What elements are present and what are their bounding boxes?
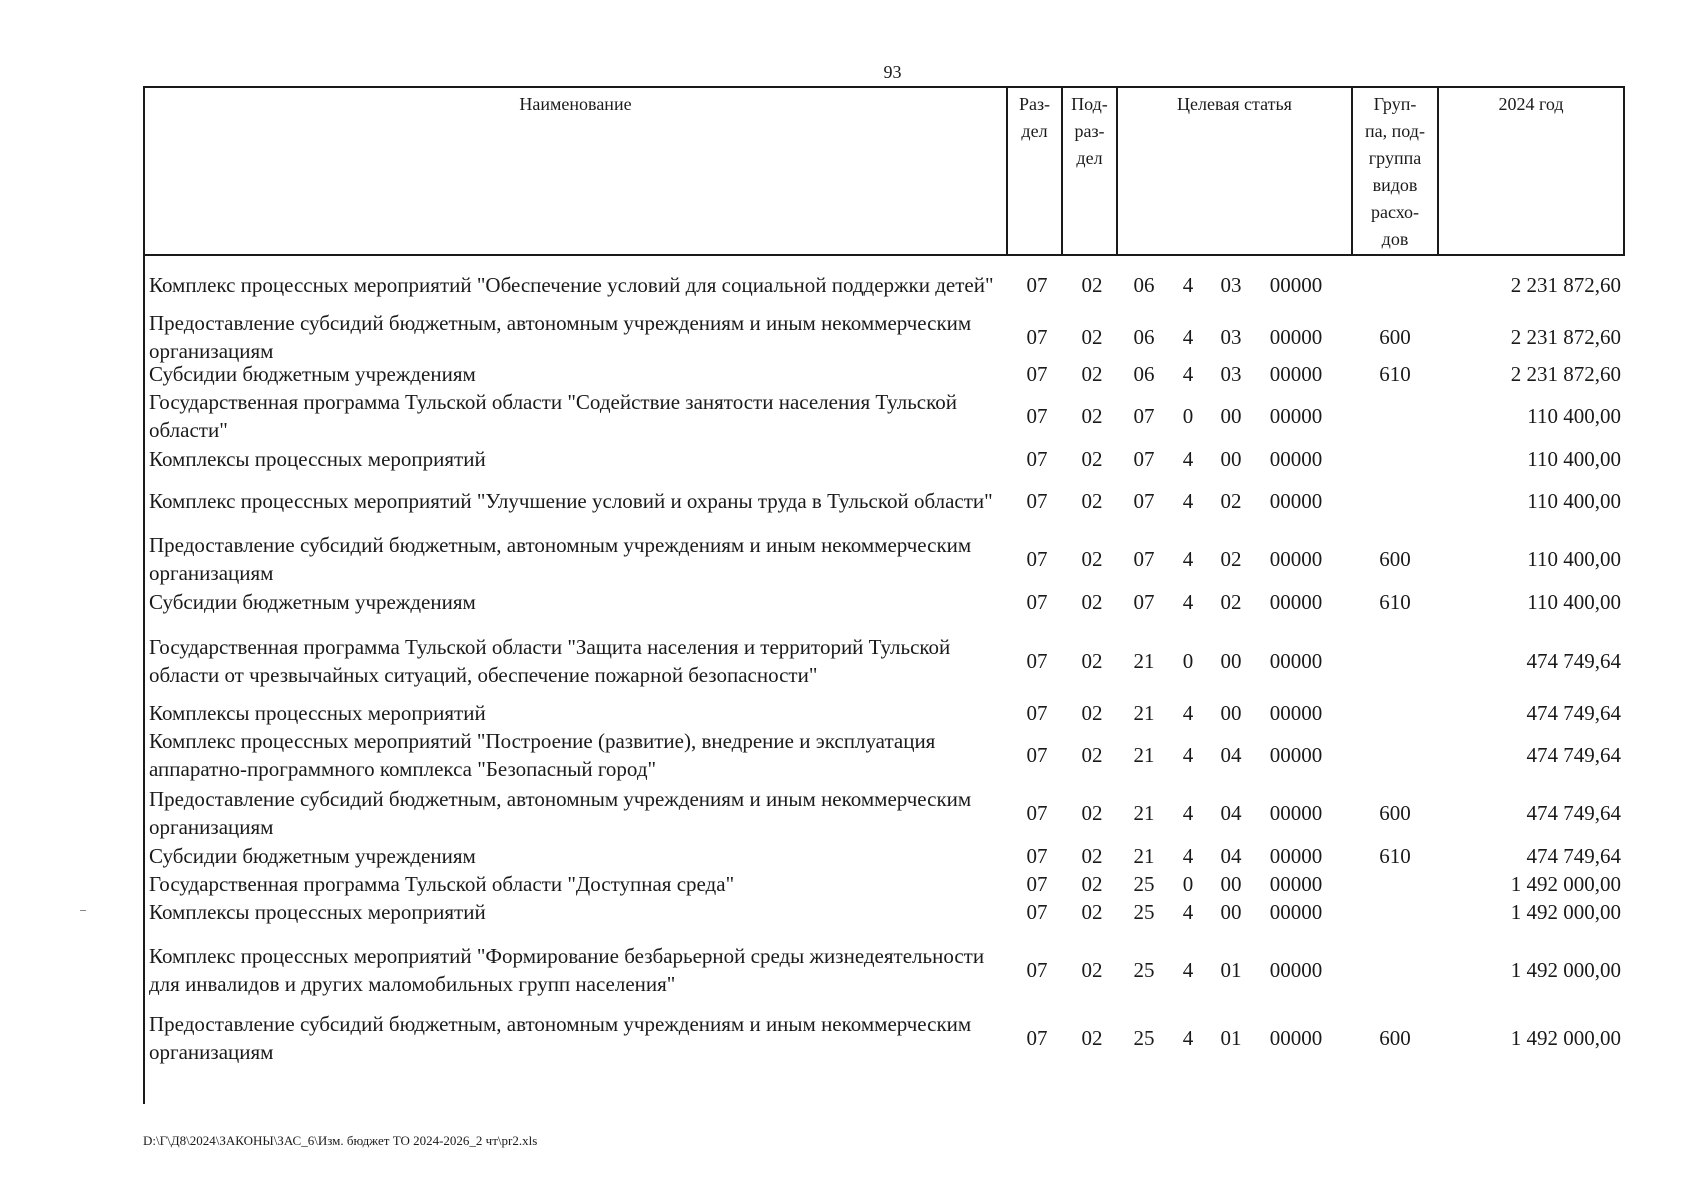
row-t4: 00000 — [1269, 325, 1323, 349]
row-podrazdel: 02 — [1081, 844, 1103, 868]
row-amount: 110 400,00 — [1527, 489, 1621, 513]
row-razdel: 07 — [1026, 844, 1048, 868]
table-header — [143, 86, 1625, 256]
row-t1: 07 — [1133, 489, 1155, 513]
header-year: 2024 год — [1498, 94, 1564, 114]
row-t4: 00000 — [1269, 900, 1323, 924]
row-t3: 00 — [1220, 872, 1242, 896]
row-razdel: 07 — [1026, 325, 1048, 349]
row-podrazdel: 02 — [1081, 743, 1103, 767]
table-row — [143, 588, 1625, 615]
row-t1: 07 — [1133, 404, 1155, 428]
row-razdel: 07 — [1026, 801, 1048, 825]
row-razdel: 07 — [1026, 1026, 1048, 1050]
row-t1: 25 — [1133, 958, 1155, 982]
row-t2: 4 — [1182, 361, 1194, 386]
row-t3: 02 — [1220, 489, 1242, 513]
row-amount: 1 492 000,00 — [1510, 1026, 1621, 1050]
row-amount: 1 492 000,00 — [1510, 958, 1621, 982]
row-t2: 4 — [1182, 958, 1194, 982]
row-razdel: 07 — [1026, 361, 1048, 386]
row-t4: 00000 — [1269, 872, 1323, 896]
table-row — [143, 311, 1625, 363]
row-t2: 4 — [1182, 801, 1194, 825]
row-razdel: 07 — [1026, 273, 1048, 297]
row-amount: 474 749,64 — [1526, 648, 1621, 673]
row-group: 610 — [1379, 844, 1411, 868]
row-t3: 03 — [1220, 273, 1242, 297]
row-t4: 00000 — [1269, 404, 1323, 428]
table-row — [143, 870, 1625, 898]
row-t1: 21 — [1133, 648, 1155, 673]
row-t3: 00 — [1220, 446, 1242, 471]
table-row — [143, 842, 1625, 870]
row-t4: 00000 — [1269, 273, 1323, 297]
row-t3: 03 — [1220, 361, 1242, 386]
row-t2: 4 — [1182, 844, 1194, 868]
row-t3: 00 — [1220, 404, 1242, 428]
row-name: Субсидии бюджетным учреждениям — [149, 589, 476, 614]
row-t4: 00000 — [1269, 589, 1323, 614]
row-t4: 00000 — [1269, 1026, 1323, 1050]
row-razdel: 07 — [1026, 547, 1048, 571]
row-group: 610 — [1379, 361, 1411, 386]
row-razdel: 07 — [1026, 958, 1048, 982]
row-t2: 4 — [1182, 547, 1194, 571]
row-t1: 21 — [1133, 844, 1155, 868]
row-t4: 00000 — [1269, 844, 1323, 868]
row-t3: 01 — [1220, 1026, 1242, 1050]
row-podrazdel: 02 — [1081, 589, 1103, 614]
row-name: Государственная программа Тульской области "Защита населения и территорий Тульской области от чрезвычайных ситуаций, обеспечение пожарной безопасности" — [149, 634, 951, 687]
row-podrazdel: 02 — [1081, 273, 1103, 297]
row-podrazdel: 02 — [1081, 900, 1103, 924]
table-row — [143, 256, 1625, 314]
row-t4: 00000 — [1269, 700, 1323, 725]
row-podrazdel: 02 — [1081, 801, 1103, 825]
row-razdel: 07 — [1026, 743, 1048, 767]
row-razdel: 07 — [1026, 648, 1048, 673]
row-amount: 474 749,64 — [1526, 700, 1621, 725]
row-name: Комплексы процессных мероприятий — [149, 700, 486, 725]
row-t3: 00 — [1220, 900, 1242, 924]
row-podrazdel: 02 — [1081, 446, 1103, 471]
table-row — [143, 472, 1625, 530]
table-row — [143, 530, 1625, 588]
row-t4: 00000 — [1269, 446, 1323, 471]
row-t2: 4 — [1182, 900, 1194, 924]
row-t2: 4 — [1182, 743, 1194, 767]
row-t3: 00 — [1220, 700, 1242, 725]
row-t3: 04 — [1220, 743, 1242, 767]
row-group: 600 — [1379, 547, 1411, 571]
row-t2: 4 — [1182, 700, 1194, 725]
row-t1: 07 — [1133, 589, 1155, 614]
table-row — [143, 898, 1625, 926]
row-t1: 06 — [1133, 325, 1155, 349]
row-name: Государственная программа Тульской области "Содействие занятости населения Тульской области" — [149, 390, 957, 442]
header-razdel: Раз- дел — [1008, 88, 1063, 254]
row-t3: 04 — [1220, 844, 1242, 868]
table-row — [143, 387, 1625, 445]
row-name: Предоставление субсидий бюджетным, автономным учреждениям и иным некоммерческим организациям — [149, 1012, 972, 1064]
row-podrazdel: 02 — [1081, 547, 1103, 571]
row-podrazdel: 02 — [1081, 648, 1103, 673]
row-amount: 2 231 872,60 — [1510, 273, 1621, 297]
row-t1: 21 — [1133, 801, 1155, 825]
row-amount: 1 492 000,00 — [1510, 872, 1621, 896]
row-podrazdel: 02 — [1081, 872, 1103, 896]
row-t1: 07 — [1133, 547, 1155, 571]
row-razdel: 07 — [1026, 872, 1048, 896]
row-podrazdel: 02 — [1081, 1026, 1103, 1050]
row-t3: 00 — [1220, 648, 1242, 673]
row-amount: 110 400,00 — [1527, 547, 1621, 571]
row-podrazdel: 02 — [1081, 361, 1103, 386]
row-name: Предоставление субсидий бюджетным, автономным учреждениям и иным некоммерческим организациям — [149, 533, 972, 585]
row-t3: 01 — [1220, 958, 1242, 982]
row-podrazdel: 02 — [1081, 404, 1103, 428]
row-t2: 4 — [1182, 325, 1194, 349]
header-group: Груп- па, под- группа видов расхо- дов — [1353, 88, 1439, 254]
table-row — [143, 1008, 1625, 1068]
table-row — [143, 622, 1625, 699]
row-t2: 4 — [1182, 1026, 1194, 1050]
row-t2: 0 — [1182, 404, 1194, 428]
table-row — [143, 699, 1625, 726]
header-podrazdel: Под- раз- дел — [1063, 88, 1118, 254]
header-name: Наименование — [145, 88, 1008, 254]
header-target: Целевая статья — [1118, 88, 1353, 254]
row-name: Субсидии бюджетным учреждениям — [149, 361, 476, 386]
row-razdel: 07 — [1026, 589, 1048, 614]
row-t3: 04 — [1220, 801, 1242, 825]
row-t4: 00000 — [1269, 489, 1323, 513]
table-row — [143, 784, 1625, 842]
row-name: Комплексы процессных мероприятий — [149, 900, 486, 924]
row-name: Субсидии бюджетным учреждениям — [149, 844, 476, 868]
row-t1: 21 — [1133, 700, 1155, 725]
row-podrazdel: 02 — [1081, 958, 1103, 982]
row-amount: 110 400,00 — [1527, 589, 1621, 614]
row-name: Предоставление субсидий бюджетным, автономным учреждениям и иным некоммерческим организациям — [149, 787, 972, 839]
margin-mark — [80, 910, 86, 911]
table-row — [143, 932, 1625, 1008]
row-t2: 0 — [1182, 872, 1194, 896]
row-podrazdel: 02 — [1081, 489, 1103, 513]
row-name: Предоставление субсидий бюджетным, автономным учреждениям и иным некоммерческим организациям — [149, 311, 972, 363]
row-amount: 474 749,64 — [1526, 743, 1621, 767]
row-t2: 0 — [1182, 648, 1194, 673]
row-t2: 4 — [1182, 446, 1194, 471]
row-name: Комплекс процессных мероприятий "Улучшение условий и охраны труда в Тульской области" — [149, 489, 993, 513]
row-name: Государственная программа Тульской области "Доступная среда" — [149, 872, 735, 896]
row-amount: 1 492 000,00 — [1510, 900, 1621, 924]
row-t4: 00000 — [1269, 958, 1323, 982]
row-t2: 4 — [1182, 489, 1194, 513]
row-t3: 02 — [1220, 547, 1242, 571]
table-row — [143, 360, 1625, 387]
row-t1: 06 — [1133, 273, 1155, 297]
page-number: 93 — [883, 62, 902, 82]
row-t1: 25 — [1133, 872, 1155, 896]
row-amount: 474 749,64 — [1526, 844, 1621, 868]
row-t1: 06 — [1133, 361, 1155, 386]
row-group: 610 — [1379, 589, 1411, 614]
row-t3: 03 — [1220, 325, 1242, 349]
row-t3: 02 — [1220, 589, 1242, 614]
row-podrazdel: 02 — [1081, 700, 1103, 725]
row-t1: 25 — [1133, 900, 1155, 924]
row-name: Комплекс процессных мероприятий "Формирование безбарьерной среды жизнедеятельности для инвалидов и других маломобильных групп населения" — [149, 944, 985, 996]
file-path-footer: D:\Г\Д8\2024\ЗАКОНЫ\ЗАС_6\Изм. бюджет ТО 2024-2026_2 чт\pr2.xls — [143, 1133, 538, 1148]
row-podrazdel: 02 — [1081, 325, 1103, 349]
row-amount: 474 749,64 — [1526, 801, 1621, 825]
row-razdel: 07 — [1026, 404, 1048, 428]
row-t4: 00000 — [1269, 361, 1323, 386]
row-amount: 2 231 872,60 — [1510, 361, 1621, 386]
row-razdel: 07 — [1026, 446, 1048, 471]
row-t4: 00000 — [1269, 648, 1323, 673]
row-t1: 07 — [1133, 446, 1155, 471]
row-name: Комплекс процессных мероприятий "Построение (развитие), внедрение и эксплуатация аппаратно-программного комплекса "Безопасный город" — [149, 729, 936, 781]
row-group: 600 — [1379, 1026, 1411, 1050]
table-row — [143, 726, 1625, 784]
row-t4: 00000 — [1269, 743, 1323, 767]
row-t2: 4 — [1182, 273, 1194, 297]
row-razdel: 07 — [1026, 700, 1048, 725]
row-t2: 4 — [1182, 589, 1194, 614]
row-group: 600 — [1379, 325, 1411, 349]
row-amount: 110 400,00 — [1527, 404, 1621, 428]
row-t4: 00000 — [1269, 547, 1323, 571]
row-razdel: 07 — [1026, 900, 1048, 924]
row-t1: 25 — [1133, 1026, 1155, 1050]
row-amount: 110 400,00 — [1527, 446, 1621, 471]
row-t1: 21 — [1133, 743, 1155, 767]
table-row — [143, 445, 1625, 472]
row-name: Комплекс процессных мероприятий "Обеспечение условий для социальной поддержки детей" — [149, 273, 994, 297]
row-amount: 2 231 872,60 — [1510, 325, 1621, 349]
row-razdel: 07 — [1026, 489, 1048, 513]
row-t4: 00000 — [1269, 801, 1323, 825]
row-group: 600 — [1379, 801, 1411, 825]
row-name: Комплексы процессных мероприятий — [149, 446, 486, 471]
